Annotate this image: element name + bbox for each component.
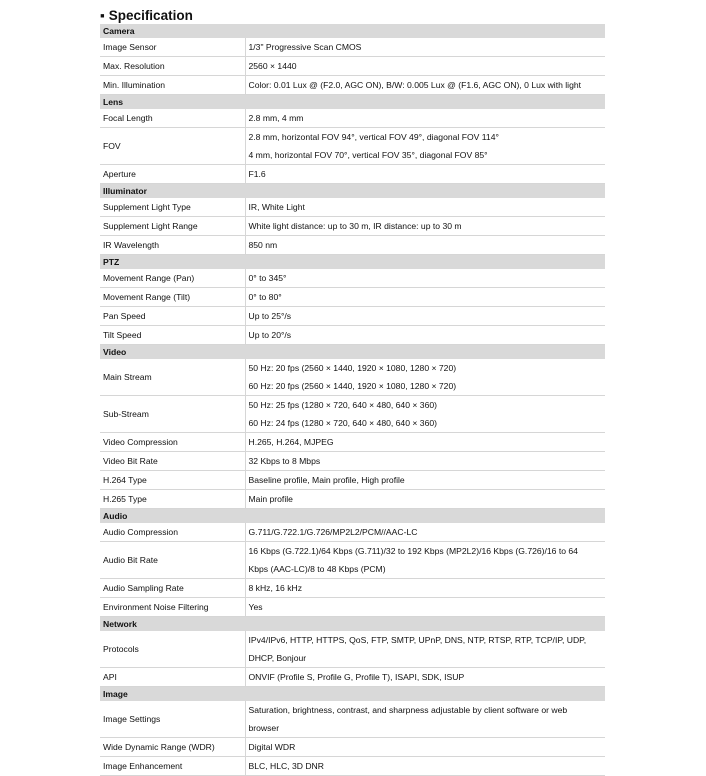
spec-value [245, 198, 605, 217]
spec-value-line: 2.8 mm, horizontal FOV 94°, vertical FOV 49°, diagonal FOV 114° [248, 132, 499, 142]
spec-label: Pan Speed [100, 307, 245, 326]
spec-value [245, 631, 605, 668]
spec-value [245, 236, 605, 255]
spec-value [245, 76, 605, 95]
spec-row [100, 57, 605, 76]
spec-value-line: Baseline profile, Main profile, High profile [248, 475, 405, 485]
spec-value-line: ONVIF (Profile S, Profile G, Profile T), ISAPI, SDK, ISUP [248, 672, 465, 682]
spec-label: H.265 Type [100, 490, 245, 509]
spec-label: Tilt Speed [100, 326, 245, 345]
spec-value-line: Up to 25°/s [248, 311, 292, 321]
section-header [100, 345, 605, 360]
spec-value [245, 490, 605, 509]
title-text: Specification [108, 8, 193, 23]
spec-value [245, 579, 605, 598]
spec-label: Audio Compression [100, 523, 245, 542]
section-title: Lens [100, 95, 605, 110]
spec-row [100, 38, 605, 57]
section-header [100, 255, 605, 270]
spec-label: Video Bit Rate [100, 452, 245, 471]
spec-value [245, 359, 605, 396]
spec-value-line: Digital WDR [248, 742, 296, 752]
spec-value-line: 50 Hz: 25 fps (1280 × 720, 640 × 480, 640 × 360) [248, 400, 437, 410]
spec-value-line: 60 Hz: 24 fps (1280 × 720, 640 × 480, 640 × 360) [248, 418, 437, 428]
spec-label: Supplement Light Type [100, 198, 245, 217]
spec-row [100, 452, 605, 471]
spec-value [245, 217, 605, 236]
spec-value [245, 523, 605, 542]
spec-label: Image Enhancement [100, 757, 245, 776]
section-header [100, 184, 605, 199]
spec-value-line: Saturation, brightness, contrast, and sharpness adjustable by client software or web [248, 705, 568, 715]
spec-value [245, 757, 605, 776]
spec-value [245, 38, 605, 57]
spec-value-line: 50 Hz: 20 fps (2560 × 1440, 1920 × 1080, 1280 × 720) [248, 363, 457, 373]
spec-table [100, 24, 605, 776]
spec-value-line: 60 Hz: 20 fps (2560 × 1440, 1920 × 1080, 1280 × 720) [248, 381, 457, 391]
spec-label: Movement Range (Tilt) [100, 288, 245, 307]
spec-value-line: F1.6 [248, 169, 266, 179]
spec-row [100, 579, 605, 598]
spec-label: Image Settings [100, 701, 245, 738]
spec-value-line: 2.8 mm, 4 mm [248, 113, 304, 123]
spec-label: Video Compression [100, 433, 245, 452]
spec-value [245, 598, 605, 617]
spec-value [245, 57, 605, 76]
spec-value [245, 433, 605, 452]
spec-value-line: Kbps (AAC-LC)/8 to 48 Kbps (PCM) [248, 564, 386, 574]
spec-value [245, 109, 605, 128]
section-header [100, 24, 605, 38]
bullet-icon: ▪ [100, 8, 105, 23]
spec-value-line: 1/3" Progressive Scan CMOS [248, 42, 362, 52]
spec-row [100, 128, 605, 165]
spec-row [100, 757, 605, 776]
spec-value [245, 542, 605, 579]
spec-value-line: browser [248, 723, 280, 733]
spec-label: Environment Noise Filtering [100, 598, 245, 617]
spec-row [100, 490, 605, 509]
spec-value-line: 850 nm [248, 240, 278, 250]
spec-row [100, 288, 605, 307]
spec-row [100, 598, 605, 617]
section-header [100, 687, 605, 702]
spec-value-line: G.711/G.722.1/G.726/MP2L2/PCM//AAC-LC [248, 527, 418, 537]
spec-row [100, 523, 605, 542]
spec-row [100, 668, 605, 687]
spec-value [245, 269, 605, 288]
spec-row [100, 76, 605, 95]
spec-row [100, 396, 605, 433]
spec-label: Audio Bit Rate [100, 542, 245, 579]
spec-row [100, 701, 605, 738]
spec-row [100, 109, 605, 128]
spec-value [245, 701, 605, 738]
spec-row [100, 433, 605, 452]
spec-value-line: 8 kHz, 16 kHz [248, 583, 302, 593]
spec-row [100, 165, 605, 184]
spec-row [100, 542, 605, 579]
spec-value [245, 396, 605, 433]
spec-row [100, 269, 605, 288]
spec-value-line: White light distance: up to 30 m, IR distance: up to 30 m [248, 221, 462, 231]
spec-value [245, 326, 605, 345]
section-header [100, 509, 605, 524]
spec-label: H.264 Type [100, 471, 245, 490]
spec-row [100, 217, 605, 236]
spec-row [100, 631, 605, 668]
spec-label: Movement Range (Pan) [100, 269, 245, 288]
spec-row [100, 471, 605, 490]
spec-value-line: 2560 × 1440 [248, 61, 297, 71]
spec-value-line: IPv4/IPv6, HTTP, HTTPS, QoS, FTP, SMTP, UPnP, DNS, NTP, RTSP, RTP, TCP/IP, UDP, [248, 635, 587, 645]
spec-row [100, 307, 605, 326]
spec-label: Min. Illumination [100, 76, 245, 95]
spec-value-line: DHCP, Bonjour [248, 653, 307, 663]
spec-value-line: 32 Kbps to 8 Mbps [248, 456, 321, 466]
section-header [100, 617, 605, 632]
spec-label: Wide Dynamic Range (WDR) [100, 738, 245, 757]
spec-value [245, 471, 605, 490]
spec-label: FOV [100, 128, 245, 165]
spec-label: Audio Sampling Rate [100, 579, 245, 598]
spec-value-line: 0° to 345° [248, 273, 287, 283]
spec-row [100, 198, 605, 217]
spec-row [100, 326, 605, 345]
section-title: Network [100, 617, 605, 632]
spec-value-line: Yes [248, 602, 263, 612]
spec-value-line: BLC, HLC, 3D DNR [248, 761, 324, 771]
spec-value-line: Main profile [248, 494, 293, 504]
spec-label: API [100, 668, 245, 687]
spec-label: Supplement Light Range [100, 217, 245, 236]
spec-label: Sub-Stream [100, 396, 245, 433]
spec-label: Main Stream [100, 359, 245, 396]
spec-label: Aperture [100, 165, 245, 184]
spec-value-line: H.265, H.264, MJPEG [248, 437, 334, 447]
spec-value-line: 0° to 80° [248, 292, 282, 302]
spec-label: Focal Length [100, 109, 245, 128]
section-title: Audio [100, 509, 605, 524]
spec-value [245, 738, 605, 757]
section-title: Image [100, 687, 605, 702]
spec-value [245, 452, 605, 471]
spec-row [100, 738, 605, 757]
spec-row [100, 359, 605, 396]
spec-value-line: 4 mm, horizontal FOV 70°, vertical FOV 35°, diagonal FOV 85° [248, 150, 488, 160]
spec-label: IR Wavelength [100, 236, 245, 255]
spec-label: Image Sensor [100, 38, 245, 57]
section-title: Camera [100, 24, 605, 38]
spec-value [245, 307, 605, 326]
section-title: Illuminator [100, 184, 605, 199]
spec-value [245, 288, 605, 307]
spec-value-line: 16 Kbps (G.722.1)/64 Kbps (G.711)/32 to 192 Kbps (MP2L2)/16 Kbps (G.726)/16 to 64 [248, 546, 578, 556]
spec-value [245, 165, 605, 184]
spec-row [100, 236, 605, 255]
spec-value-line: Up to 20°/s [248, 330, 292, 340]
spec-value-line: IR, White Light [248, 202, 305, 212]
section-title: Video [100, 345, 605, 360]
spec-label: Max. Resolution [100, 57, 245, 76]
spec-label: Protocols [100, 631, 245, 668]
spec-value [245, 668, 605, 687]
page-title [100, 8, 193, 23]
section-header [100, 95, 605, 110]
spec-value-line: Color: 0.01 Lux @ (F2.0, AGC ON), B/W: 0.005 Lux @ (F1.6, AGC ON), 0 Lux with light [248, 80, 582, 90]
section-title: PTZ [100, 255, 605, 270]
spec-value [245, 128, 605, 165]
